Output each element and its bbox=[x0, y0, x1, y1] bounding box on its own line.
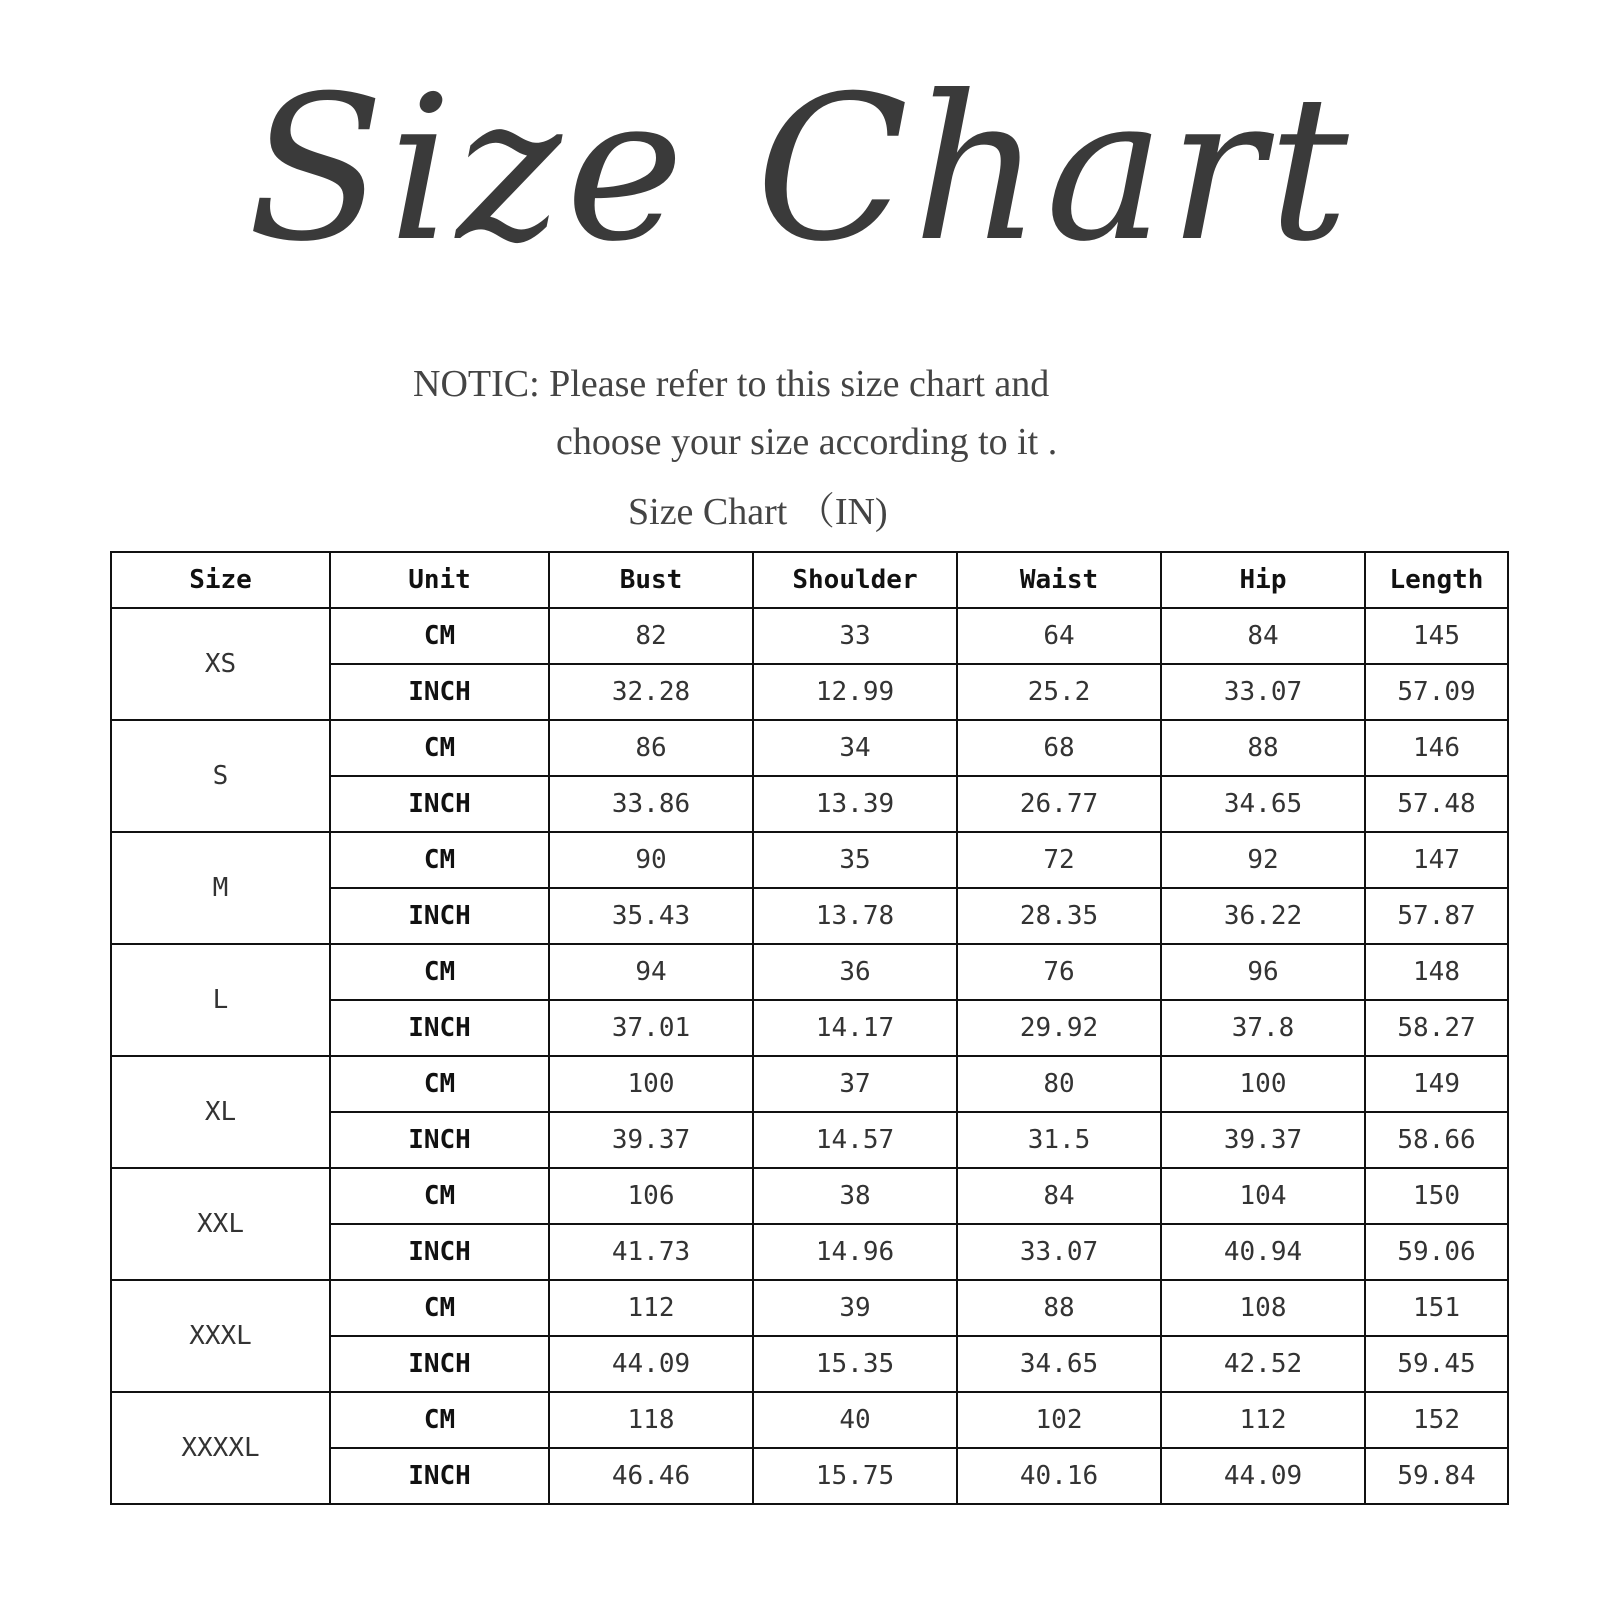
unit-label: CM bbox=[330, 1168, 549, 1224]
hip-value: 33.07 bbox=[1161, 664, 1365, 720]
shoulder-value: 14.17 bbox=[753, 1000, 957, 1056]
hip-value: 92 bbox=[1161, 832, 1365, 888]
table-row bbox=[111, 720, 1508, 776]
size-label: XL bbox=[111, 1056, 330, 1168]
bust-value: 106 bbox=[549, 1168, 753, 1224]
waist-value: 29.92 bbox=[957, 1000, 1161, 1056]
bust-value: 100 bbox=[549, 1056, 753, 1112]
length-value: 148 bbox=[1365, 944, 1508, 1000]
header-bust: Bust bbox=[549, 552, 753, 608]
shoulder-value: 37 bbox=[753, 1056, 957, 1112]
waist-value: 33.07 bbox=[957, 1224, 1161, 1280]
length-value: 149 bbox=[1365, 1056, 1508, 1112]
unit-label: CM bbox=[330, 832, 549, 888]
shoulder-value: 39 bbox=[753, 1280, 957, 1336]
shoulder-value: 15.75 bbox=[753, 1448, 957, 1504]
table-row bbox=[111, 608, 1508, 664]
unit-label: INCH bbox=[330, 1000, 549, 1056]
shoulder-value: 40 bbox=[753, 1392, 957, 1448]
size-label: XXXXL bbox=[111, 1392, 330, 1504]
hip-value: 112 bbox=[1161, 1392, 1365, 1448]
bust-value: 39.37 bbox=[549, 1112, 753, 1168]
header-waist: Waist bbox=[957, 552, 1161, 608]
unit-label: INCH bbox=[330, 1112, 549, 1168]
waist-value: 88 bbox=[957, 1280, 1161, 1336]
shoulder-value: 14.57 bbox=[753, 1112, 957, 1168]
length-value: 145 bbox=[1365, 608, 1508, 664]
length-value: 59.84 bbox=[1365, 1448, 1508, 1504]
hip-value: 108 bbox=[1161, 1280, 1365, 1336]
hip-value: 84 bbox=[1161, 608, 1365, 664]
unit-label: INCH bbox=[330, 888, 549, 944]
waist-value: 76 bbox=[957, 944, 1161, 1000]
bust-value: 33.86 bbox=[549, 776, 753, 832]
table-row bbox=[111, 1168, 1508, 1224]
shoulder-value: 35 bbox=[753, 832, 957, 888]
length-value: 147 bbox=[1365, 832, 1508, 888]
shoulder-value: 14.96 bbox=[753, 1224, 957, 1280]
shoulder-value: 33 bbox=[753, 608, 957, 664]
bust-value: 112 bbox=[549, 1280, 753, 1336]
length-value: 59.06 bbox=[1365, 1224, 1508, 1280]
hip-value: 100 bbox=[1161, 1056, 1365, 1112]
bust-value: 35.43 bbox=[549, 888, 753, 944]
bust-value: 37.01 bbox=[549, 1000, 753, 1056]
size-label: L bbox=[111, 944, 330, 1056]
table-row bbox=[111, 944, 1508, 1000]
bust-value: 90 bbox=[549, 832, 753, 888]
hip-value: 37.8 bbox=[1161, 1000, 1365, 1056]
waist-value: 26.77 bbox=[957, 776, 1161, 832]
bust-value: 118 bbox=[549, 1392, 753, 1448]
shoulder-value: 13.39 bbox=[753, 776, 957, 832]
bust-value: 94 bbox=[549, 944, 753, 1000]
header-unit: Unit bbox=[330, 552, 549, 608]
length-value: 58.66 bbox=[1365, 1112, 1508, 1168]
unit-label: INCH bbox=[330, 664, 549, 720]
waist-value: 25.2 bbox=[957, 664, 1161, 720]
notice-line-2: choose your size according to it . bbox=[556, 421, 1058, 463]
size-label: XXXL bbox=[111, 1280, 330, 1392]
notice-line-1: NOTIC: Please refer to this size chart and bbox=[413, 363, 1050, 405]
unit-label: INCH bbox=[330, 1448, 549, 1504]
hip-value: 36.22 bbox=[1161, 888, 1365, 944]
header-length: Length bbox=[1365, 552, 1508, 608]
chart-subtitle: Size Chart （IN) bbox=[628, 491, 888, 533]
bust-value: 46.46 bbox=[549, 1448, 753, 1504]
hip-value: 96 bbox=[1161, 944, 1365, 1000]
length-value: 151 bbox=[1365, 1280, 1508, 1336]
hip-value: 104 bbox=[1161, 1168, 1365, 1224]
table-row bbox=[111, 1056, 1508, 1112]
table-row bbox=[111, 1280, 1508, 1336]
waist-value: 31.5 bbox=[957, 1112, 1161, 1168]
page-title: Size Chart bbox=[247, 53, 1353, 286]
waist-value: 28.35 bbox=[957, 888, 1161, 944]
waist-value: 68 bbox=[957, 720, 1161, 776]
table-body bbox=[111, 608, 1508, 1504]
shoulder-value: 34 bbox=[753, 720, 957, 776]
bust-value: 41.73 bbox=[549, 1224, 753, 1280]
header-shoulder: Shoulder bbox=[753, 552, 957, 608]
length-value: 59.45 bbox=[1365, 1336, 1508, 1392]
length-value: 57.48 bbox=[1365, 776, 1508, 832]
shoulder-value: 36 bbox=[753, 944, 957, 1000]
unit-label: CM bbox=[330, 1280, 549, 1336]
shoulder-value: 15.35 bbox=[753, 1336, 957, 1392]
waist-value: 40.16 bbox=[957, 1448, 1161, 1504]
table-row bbox=[111, 1392, 1508, 1448]
bust-value: 82 bbox=[549, 608, 753, 664]
waist-value: 84 bbox=[957, 1168, 1161, 1224]
bust-value: 32.28 bbox=[549, 664, 753, 720]
hip-value: 39.37 bbox=[1161, 1112, 1365, 1168]
hip-value: 44.09 bbox=[1161, 1448, 1365, 1504]
waist-value: 34.65 bbox=[957, 1336, 1161, 1392]
bust-value: 44.09 bbox=[549, 1336, 753, 1392]
unit-label: CM bbox=[330, 1392, 549, 1448]
waist-value: 72 bbox=[957, 832, 1161, 888]
hip-value: 34.65 bbox=[1161, 776, 1365, 832]
size-label: XS bbox=[111, 608, 330, 720]
shoulder-value: 13.78 bbox=[753, 888, 957, 944]
waist-value: 80 bbox=[957, 1056, 1161, 1112]
length-value: 57.87 bbox=[1365, 888, 1508, 944]
unit-label: INCH bbox=[330, 1224, 549, 1280]
table-row bbox=[111, 832, 1508, 888]
unit-label: CM bbox=[330, 720, 549, 776]
unit-label: INCH bbox=[330, 776, 549, 832]
waist-value: 64 bbox=[957, 608, 1161, 664]
size-label: XXL bbox=[111, 1168, 330, 1280]
hip-value: 42.52 bbox=[1161, 1336, 1365, 1392]
hip-value: 40.94 bbox=[1161, 1224, 1365, 1280]
length-value: 58.27 bbox=[1365, 1000, 1508, 1056]
shoulder-value: 38 bbox=[753, 1168, 957, 1224]
hip-value: 88 bbox=[1161, 720, 1365, 776]
length-value: 146 bbox=[1365, 720, 1508, 776]
size-label: S bbox=[111, 720, 330, 832]
shoulder-value: 12.99 bbox=[753, 664, 957, 720]
table-header-row bbox=[111, 552, 1508, 608]
header-size: Size bbox=[111, 552, 330, 608]
length-value: 150 bbox=[1365, 1168, 1508, 1224]
size-chart-table bbox=[110, 551, 1509, 1505]
bust-value: 86 bbox=[549, 720, 753, 776]
unit-label: CM bbox=[330, 1056, 549, 1112]
unit-label: INCH bbox=[330, 1336, 549, 1392]
waist-value: 102 bbox=[957, 1392, 1161, 1448]
length-value: 152 bbox=[1365, 1392, 1508, 1448]
header-hip: Hip bbox=[1161, 552, 1365, 608]
unit-label: CM bbox=[330, 608, 549, 664]
length-value: 57.09 bbox=[1365, 664, 1508, 720]
size-label: M bbox=[111, 832, 330, 944]
unit-label: CM bbox=[330, 944, 549, 1000]
